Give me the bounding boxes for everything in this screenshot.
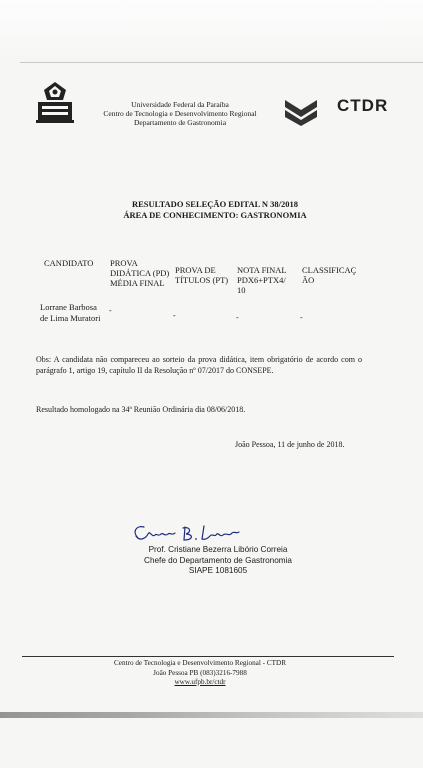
cell-pt: -	[173, 311, 176, 320]
handwritten-signature	[128, 522, 246, 546]
center-name: Centro de Tecnologia e Desenvolvimento Regional	[103, 109, 257, 118]
header-classificacao: CLASSIFICAÇ ÃO	[302, 265, 357, 285]
cell-pd: -	[109, 306, 112, 315]
header-prova-titulos: PROVA DE TÍTULOS (PT)	[175, 265, 229, 285]
footer-line-1: Centro de Tecnologia e Desenvolvimento Regional - CTDR	[113, 659, 287, 667]
header-prova-didatica: PROVA DIDÁTICA (PD) MÉDIA FINAL	[110, 258, 170, 288]
signatory-role: Chefe do Departamento de Gastronomia	[144, 555, 292, 565]
signatory-name: Prof. Cristiane Bezerra Libório Correia	[148, 545, 288, 554]
cell-candidato: Lorrane Barbosa de Lima Muratori	[40, 302, 101, 323]
footer-url-link[interactable]: www.ufpb.br/ctdr	[174, 678, 226, 686]
title-line-2: ÁREA DE CONHECIMENTO: GASTRONOMIA	[123, 210, 307, 220]
ctdr-logo-text: CTDR	[337, 96, 389, 115]
title-line-1: RESULTADO SELEÇÃO EDITAL N 38/2018	[131, 199, 299, 209]
footer	[80, 659, 320, 688]
header-candidato: CANDIDATO	[44, 258, 94, 268]
scan-shade	[0, 0, 423, 60]
homologation-text: Resultado homologado na 34ª Reunião Ordinária dia 08/06/2018.	[36, 405, 246, 414]
place-date: João Pessoa, 11 de junho de 2018.	[235, 440, 345, 449]
ufpb-logo-icon	[36, 80, 74, 124]
signatory-block	[118, 545, 318, 577]
university-name: Universidade Federal da Paraíba	[131, 100, 229, 109]
scan-edge-bottom	[0, 712, 423, 718]
cell-classificacao: -	[300, 313, 303, 322]
ctdr-logo-icon	[283, 98, 319, 126]
observation-paragraph: Obs: A candidata não compareceu ao sorteio da prova didática, item obrigatório de acordo com o parágrafo 1, artigo 19, capítulo II da Resolução nº 07/2017 do CONSEPE.	[36, 355, 362, 375]
header-nota-final: NOTA FINAL PDX6+PTX4/ 10	[237, 265, 287, 295]
scan-edge-top	[20, 62, 423, 63]
department-name: Departamento de Gastronomia	[133, 118, 227, 127]
footer-line-2: João Pessoa PB (083)3216-7988	[153, 668, 247, 677]
footer-divider	[22, 656, 394, 657]
institution-header	[90, 100, 270, 127]
document-title	[100, 199, 330, 221]
signatory-siape: SIAPE 1081605	[188, 566, 248, 575]
cell-nota: -	[236, 313, 239, 322]
